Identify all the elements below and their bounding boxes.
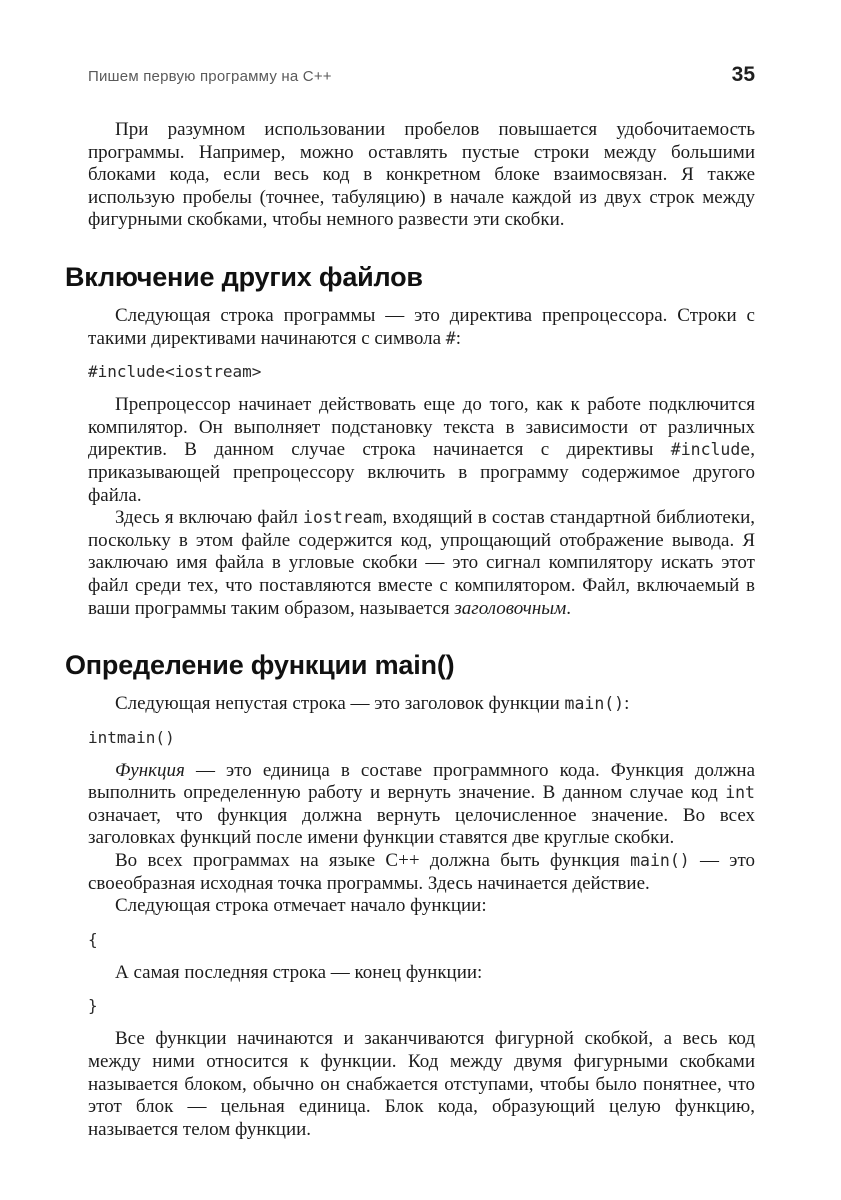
text-run: — это своеобразная исходная точка программы. Здесь начинается действие. [88,850,755,894]
intro-paragraph [88,119,755,232]
paragraph-function-end [88,962,755,985]
paragraph-preprocessor-directive [88,305,755,350]
paragraph-main-required [88,850,755,895]
text-run: При разумном использовании пробелов повышается удобочитаемость программы. Например, можно оставлять пустые строки между большими блоками кода, если весь код в конкретном блоке взаимосвязан. Я также использую пробелы (точнее, табуляцию) в начале каждой из двух строк между фигурными скобками, чтобы немного развести эти скобки. [88,119,755,231]
text-run: означает, что функция должна вернуть целочисленное значение. Во всех заголовках функций после имени функции ставятся две круглые скобки. [88,804,755,849]
inline-code-include: #include [670,440,751,460]
inline-code-main: main() [564,694,625,714]
text-run: : [455,327,461,349]
inline-code-int: int [725,783,755,803]
paragraph-function-header [88,693,755,716]
running-header [88,63,755,87]
text-run: . [566,597,571,619]
italic-term-function: Функция [115,759,185,781]
text-run: : [624,693,630,715]
text-run: Следующая непустая строка — это заголовок функции [115,693,565,715]
paragraph-function-start [88,895,755,918]
code-line-intmain: intmain() [88,727,175,747]
text-run: Следующая строка отмечает начало функции: [115,895,487,917]
page-number: 35 [731,63,755,86]
text-run: , приказывающей препроцессору включить в программу содержимое другого файла. [88,439,755,506]
code-line-open-brace: { [88,929,98,949]
text-run: А самая последняя строка — конец функции: [115,961,483,983]
inline-code-main-2: main() [630,851,690,871]
inline-code-hash: # [445,328,456,348]
text-run: Здесь я включаю файл [115,507,304,529]
text-run: Препроцессор начинает действовать еще до того, как к работе подключится компилятор. Он выполняет подстановку текста в зависимости от различных директив. В данном случае строка начинается с директивы [88,394,755,461]
paragraph-block-body [88,1028,755,1141]
running-header-title: Пишем первую программу на C++ [88,68,332,85]
section-heading-including-other-files: Включение других файлов [65,261,423,292]
text-run: — это единица в составе программного кода. Функция должна выполнить определенную работу и вернуть значение. В данном случае код [88,759,755,804]
italic-term-header-file: заголовочным [454,597,567,619]
text-run: Следующая строка программы — это директива препроцессора. Строки с такими директивами начинаются с символа [88,304,755,349]
section-heading-main-function: Определение функции main() [65,650,455,681]
text-run: Во всех программах на языке C++ должна быть функция [115,850,631,872]
paragraph-function-definition [88,760,755,850]
code-line-include-iostream: #include<iostream> [88,362,262,382]
paragraph-preprocessor-explains [88,394,755,507]
inline-code-iostream: iostream [303,508,383,528]
text-run: Все функции начинаются и заканчиваются фигурной скобкой, а весь код между ними относится к функции. Код между двумя фигурными скобками называется блоком, обычно он снабжается отступами, чтобы было понятнее, что этот блок — цельная единица. Блок кода, образующий целую функцию, называется телом функции. [88,1028,755,1140]
text-run: , входящий в состав стандартной библиотеки, поскольку в этом файле содержится код, упрощающий отображение вывода. Я заключаю имя файла в угловые скобки — это сигнал компилятору искать этот файл среди тех, что поставляются вместе с компилятором. Файл, включаемый в ваши программы таким образом, называется [88,507,756,619]
code-line-close-brace: } [88,996,98,1016]
paragraph-iostream-header [88,507,755,620]
